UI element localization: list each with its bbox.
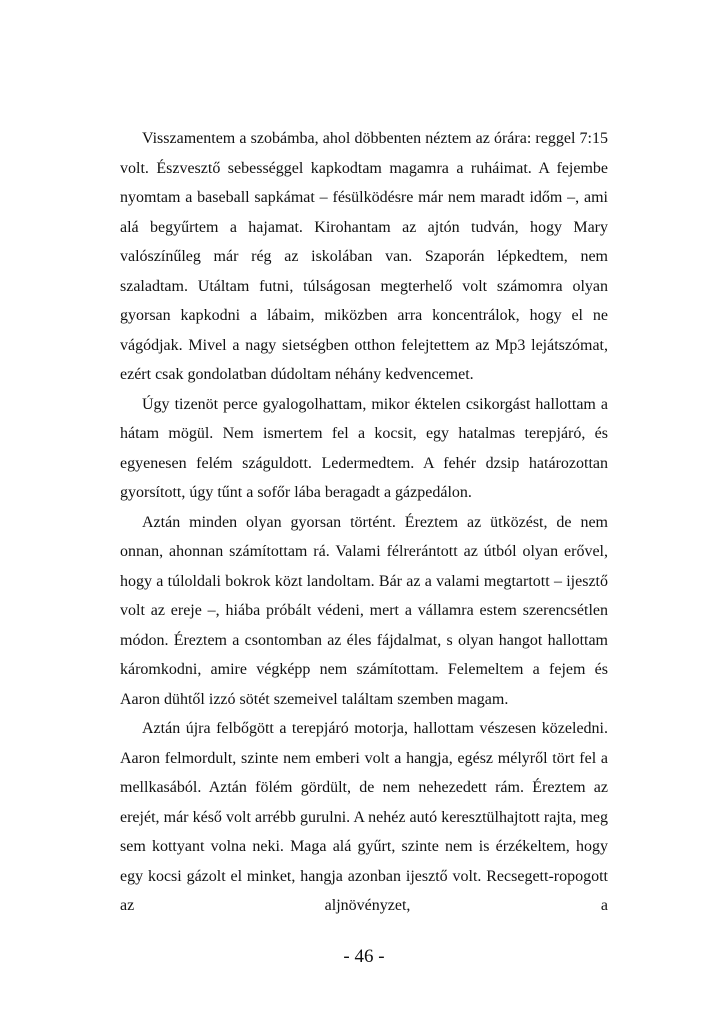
body-text bbox=[120, 124, 608, 921]
paragraph-4: Aztán újra felbőgött a terepjáró motorja, hallottam vészesen közeledni. Aaron felmordult, szinte nem emberi volt a hangja, egész mélyről tört fel a mellkasából. Aztán fölém gördült, de nem nehezedett rám. Éreztem az erejét, már késő volt arrébb gurulni. A nehéz autó keresztülhajtott rajta, meg sem kottyant volna neki. Maga alá gyűrt, szinte nem is érzékeltem, hogy egy kocsi gázolt el minket, hangja azonban ijesztő volt. Recsegett-ropogott az aljnövényzet, a bbox=[120, 720, 608, 914]
paragraph-1: Visszamentem a szobámba, ahol döbbenten néztem az órára: reggel 7:15 volt. Észvesztő sebességgel kapkodtam magamra a ruháimat. A fejembe nyomtam a baseball sapkámat – fésülködésre már nem maradt időm –, ami alá begyűrtem a hajamat. Kirohantam az ajtón tudván, hogy Mary valószínűleg már rég az iskolában van. Szaporán lépkedtem, nem szaladtam. Utáltam futni, túlságosan megterhelő volt számomra olyan gyorsan kapkodni a lábaim, miközben arra koncentrálok, hogy el ne vágódjak. Mivel a nagy sietségben otthon felejtettem az Mp3 lejátszómat, ezért csak gondolatban dúdoltam néhány kedvencemet. bbox=[120, 130, 608, 383]
page-number: - 46 - bbox=[343, 946, 385, 967]
paragraph-3: Aztán minden olyan gyorsan történt. Éreztem az ütközést, de nem onnan, ahonnan számítottam rá. Valami félrerántott az útból olyan erővel, hogy a túloldali bokrok közt landoltam. Bár az a valami megtartott – ijesztő volt az ereje –, hiába próbált védeni, mert a vállamra estem szerencsétlen módon. Éreztem a csontomban az éles fájdalmat, s olyan hangot hallottam káromkodni, amire végképp nem számítottam. Felemeltem a fejem és Aaron dühtől izzó sötét szemeivel találtam szemben magam. bbox=[120, 513, 608, 708]
paragraph-2: Úgy tizenöt perce gyalogolhattam, mikor éktelen csikorgást hallottam a hátam mögül. Nem ismertem fel a kocsit, egy hatalmas terepjáró, és egyenesen felém száguldott. Ledermedtem. A fehér dzsip határozottan gyorsított, úgy tűnt a sofőr lába beragadt a gázpedálon. bbox=[120, 395, 608, 501]
